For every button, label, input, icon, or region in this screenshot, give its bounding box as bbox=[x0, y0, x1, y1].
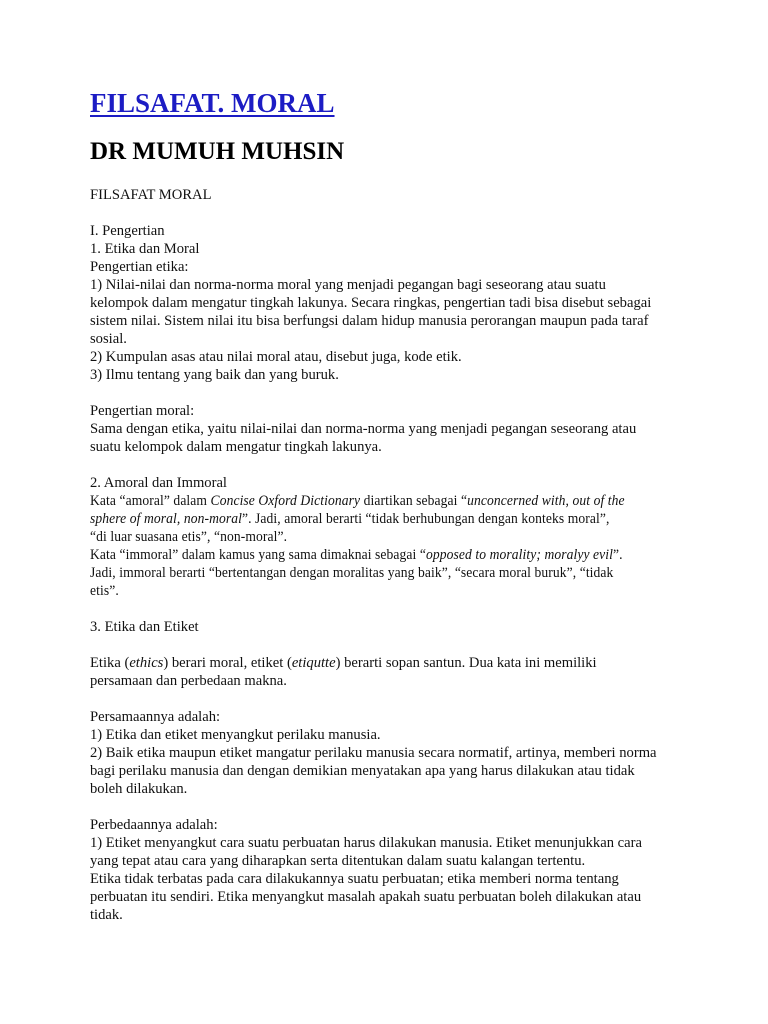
text-run: Etika ( bbox=[90, 655, 130, 671]
perbedaan-line: 1) Etiket menyangkut cara suatu perbuatan harus dilakukan manusia. Etiket menunjukkan cara bbox=[90, 835, 642, 851]
perbedaan-label: Perbedaannya adalah: bbox=[90, 817, 218, 833]
subsection-heading: 2. Amoral dan Immoral bbox=[90, 475, 227, 491]
spacer bbox=[90, 690, 690, 708]
quoted-definition: unconcerned with, out of the bbox=[467, 493, 625, 509]
etika-item-1-line: sistem nilai. Sistem nilai itu bisa berfungsi dalam hidup manusia perorangan maupun pada taraf bbox=[90, 313, 649, 329]
amoral-line-3: “di luar suasana etis”, “non-moral”. bbox=[90, 529, 288, 545]
text-run: ) berarti sopan santun. Dua kata ini memiliki bbox=[335, 655, 597, 671]
spacer bbox=[90, 384, 690, 402]
amoral-line-2 bbox=[90, 510, 648, 528]
immoral-line-3: etis”. bbox=[90, 583, 119, 599]
etika-etiket-intro-line-2: persamaan dan perbedaan makna. bbox=[90, 673, 287, 689]
subtitle: FILSAFAT MORAL bbox=[90, 187, 212, 203]
perbedaan-line: tidak. bbox=[90, 907, 123, 923]
perbedaan-line: Etika tidak terbatas pada cara dilakukannya suatu perbuatan; etika memberi norma tentang bbox=[90, 871, 619, 887]
term-etiquette: etiqutte bbox=[291, 655, 336, 671]
etika-item-3: 3) Ilmu tentang yang baik dan yang buruk. bbox=[90, 367, 339, 383]
document-title-link[interactable]: FILSAFAT. MORAL bbox=[90, 88, 335, 118]
persamaan-line: 1) Etika dan etiket menyangkut perilaku manusia. bbox=[90, 727, 381, 743]
text-run: ”. Jadi, amoral berarti “tidak berhubungan dengan konteks moral”, bbox=[241, 511, 610, 527]
spacer bbox=[90, 600, 690, 618]
subsection-heading: 3. Etika dan Etiket bbox=[90, 619, 199, 635]
immoral-line-1 bbox=[90, 546, 648, 564]
persamaan-line: 2) Baik etika maupun etiket mangatur perilaku manusia secara normatif, artinya, memberi norma bbox=[90, 745, 657, 761]
quoted-definition: sphere of moral, non-moral bbox=[90, 511, 242, 527]
dictionary-name: Concise Oxford Dictionary bbox=[210, 493, 361, 509]
etika-item-2: 2) Kumpulan asas atau nilai moral atau, disebut juga, kode etik. bbox=[90, 349, 462, 365]
moral-label: Pengertian moral: bbox=[90, 403, 195, 419]
etika-item-1-line: sosial. bbox=[90, 331, 127, 347]
moral-definition-line: suatu kelompok dalam mengatur tingkah lakunya. bbox=[90, 439, 382, 455]
spacer bbox=[90, 636, 690, 654]
subsection-heading: 1. Etika dan Moral bbox=[90, 241, 200, 257]
moral-definition-line: Sama dengan etika, yaitu nilai-nilai dan norma-norma yang menjadi pegangan seseorang atau bbox=[90, 421, 637, 437]
section-heading: I. Pengertian bbox=[90, 223, 165, 239]
text-run: Kata “amoral” dalam bbox=[90, 493, 211, 509]
quoted-definition: opposed to morality; moralyy evil bbox=[426, 547, 614, 563]
perbedaan-line: perbuatan itu sendiri. Etika menyangkut masalah apakah suatu perbuatan boleh dilakukan atau bbox=[90, 889, 642, 905]
perbedaan-line: yang tepat atau cara yang diharapkan serta ditentukan dalam suatu kalangan tertentu. bbox=[90, 853, 586, 869]
document-body bbox=[90, 186, 690, 924]
text-run: diartikan sebagai “ bbox=[360, 493, 468, 509]
spacer bbox=[90, 204, 690, 222]
text-run: ”. bbox=[613, 547, 623, 563]
document-page bbox=[90, 86, 690, 924]
immoral-line-2: Jadi, immoral berarti “bertentangan dengan moralitas yang baik”, “secara moral buruk”, “tidak bbox=[90, 565, 614, 581]
amoral-immoral-paragraph bbox=[90, 492, 690, 600]
amoral-line-1 bbox=[90, 492, 648, 510]
term-ethics: ethics bbox=[129, 655, 164, 671]
spacer bbox=[90, 456, 690, 474]
etika-item-1-line: 1) Nilai-nilai dan norma-norma moral yang menjadi pegangan bagi seseorang atau suatu bbox=[90, 277, 606, 293]
author-heading: DR MUMUH MUHSIN bbox=[90, 138, 345, 165]
persamaan-line: bagi perilaku manusia dan dengan demikian menyatakan apa yang harus dilakukan atau tidak bbox=[90, 763, 635, 779]
text-run: Kata “immoral” dalam kamus yang sama dimaknai sebagai “ bbox=[90, 547, 427, 563]
text-run: ) berari moral, etiket ( bbox=[163, 655, 292, 671]
persamaan-label: Persamaannya adalah: bbox=[90, 709, 221, 725]
persamaan-line: boleh dilakukan. bbox=[90, 781, 188, 797]
etika-label: Pengertian etika: bbox=[90, 259, 189, 275]
spacer bbox=[90, 798, 690, 816]
etika-item-1-line: kelompok dalam mengatur tingkah lakunya. Secara ringkas, pengertian tadi bisa disebut sebagai bbox=[90, 295, 652, 311]
etika-etiket-intro-line-1 bbox=[90, 654, 690, 672]
